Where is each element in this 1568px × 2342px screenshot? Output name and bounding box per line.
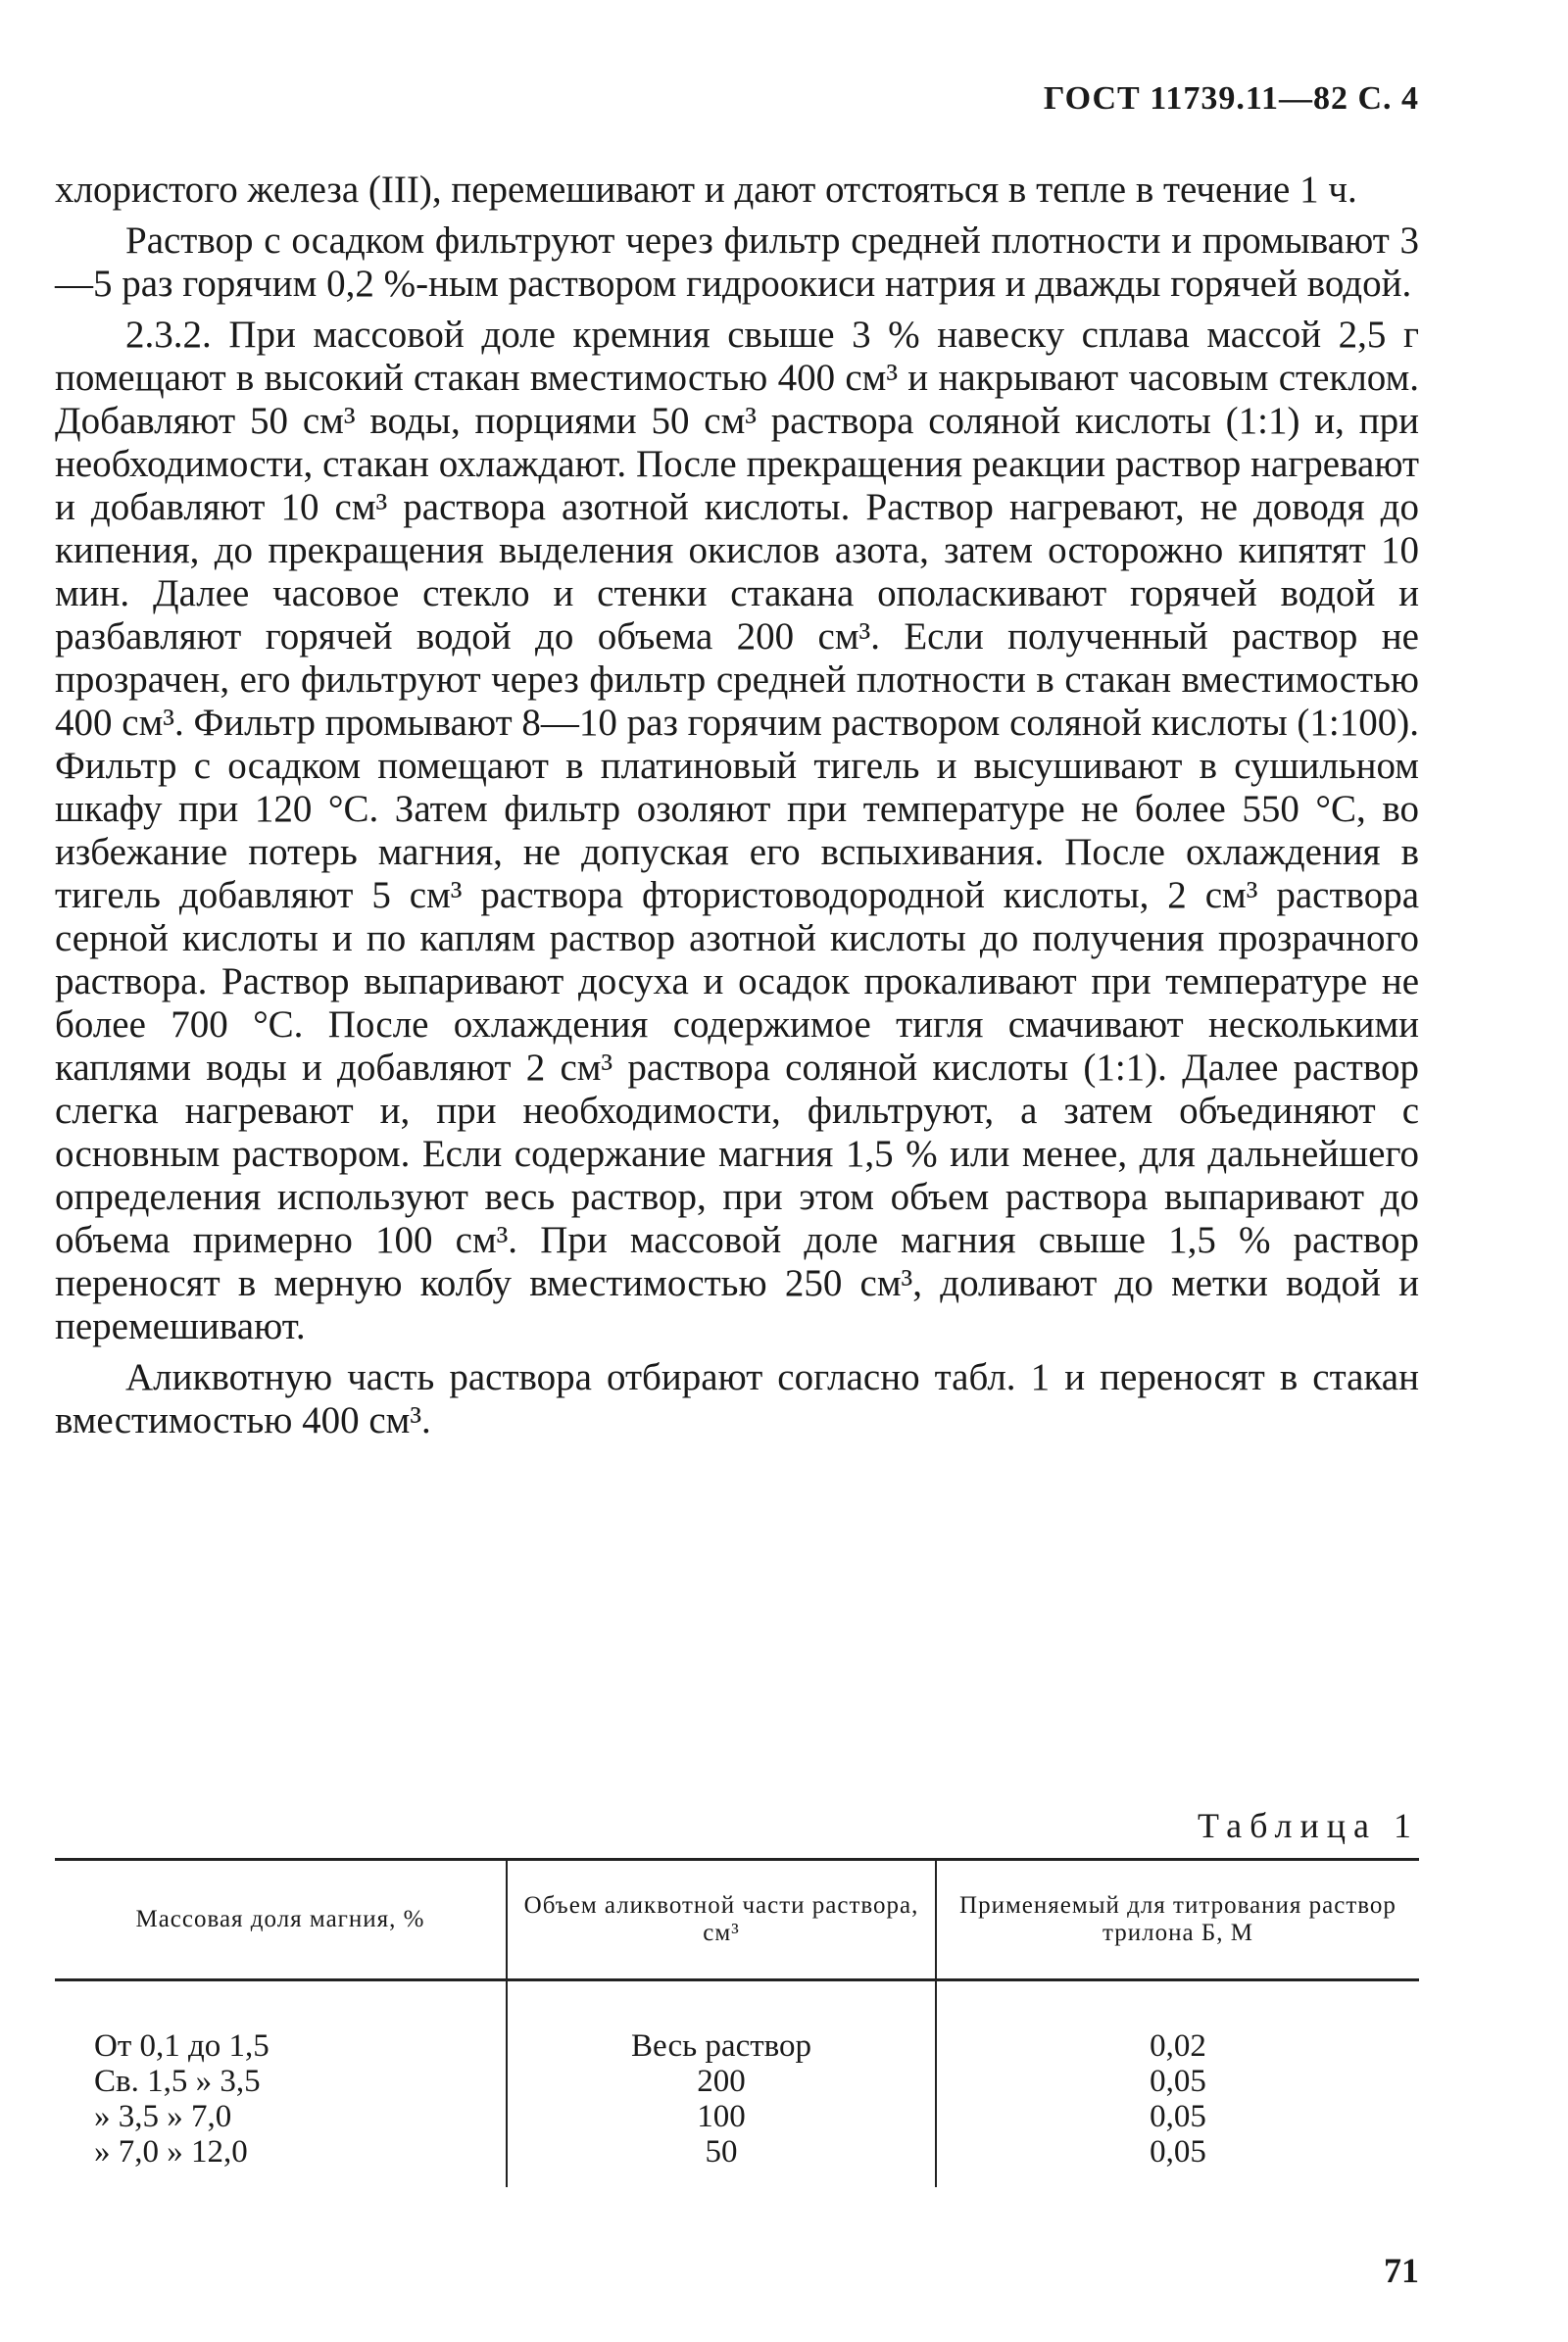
data-table	[55, 1858, 1419, 2187]
paragraph-2: Раствор с осадком фильтруют через фильтр средней плотности и промывают 3—5 раз горячим 0,2 %-ным раствором гидроокиси натрия и дважды горячей водой.	[55, 220, 1419, 305]
column-trilon-solution	[935, 1981, 1419, 2187]
page-number: 71	[1384, 2251, 1419, 2290]
column-aliquot-volume	[506, 1981, 935, 2187]
header-mass-fraction: Массовая доля магния, %	[135, 1906, 425, 1932]
table-cell: 0,02	[1150, 2028, 1206, 2064]
table-cell: 100	[697, 2099, 746, 2134]
page-header: ГОСТ 11739.11—82 С. 4	[1043, 80, 1419, 117]
header-aliquot-volume: Объем аликвотной части раствора, см³	[506, 1861, 935, 1978]
table-cell: » 3,5 » 7,0	[94, 2099, 232, 2134]
header-trilon-solution: Применяемый для титрования раствор трилона Б, М	[935, 1861, 1419, 1978]
paragraph-1: хлористого железа (III), перемешивают и дают отстояться в тепле в течение 1 ч.	[55, 169, 1357, 211]
table-caption: Таблица 1	[1198, 1806, 1419, 1845]
table-body	[55, 1981, 1419, 2187]
table-cell: От 0,1 до 1,5	[94, 2028, 270, 2064]
table-cell: 50	[705, 2134, 738, 2170]
table-cell: » 7,0 » 12,0	[94, 2134, 248, 2170]
table-cell: 0,05	[1150, 2134, 1206, 2170]
paragraph-3: 2.3.2. При массовой доле кремния свыше 3 % навеску сплава массой 2,5 г помещают в высокий стакан вместимостью 400 см³ и накрывают часовым стеклом. Добавляют 50 см³ воды, порциями 50 см³ раствора соляной кислоты (1:1) и, при необходимости, стакан охлаждают. После прекращения реакции раствор нагревают и добавляют 10 см³ раствора азотной кислоты. Раствор нагревают, не доводя до кипения, до прекращения выделения окислов азота, затем осторожно кипятят 10 мин. Далее часовое стекло и стенки стакана ополаскивают горячей водой и разбавляют горячей водой до объема 200 см³. Если полученный раствор не прозрачен, его фильтруют через фильтр средней плотности в стакан вместимостью 400 см³. Фильтр промывают 8—10 раз горячим раствором соляной кислоты (1:100). Фильтр с осадком помещают в платиновый тигель и высушивают в сушильном шкафу при 120 °С. Затем фильтр озоляют при температуре не более 550 °С, во избежание потерь магния, не допуская его вспыхивания. После охлаждения в тигель добавляют 5 см³ раствора фтористоводородной кислоты, 2 см³ раствора серной кислоты и по каплям раствор азотной кислоты до получения прозрачного раствора. Раствор выпаривают досуха и осадок прокаливают при температуре не более 700 °С. После охлаждения содержимое тигля смачивают несколькими каплями воды и добавляют 2 см³ раствора соляной кислоты (1:1). Далее раствор слегка нагревают и, при необходимости, фильтруют, а затем объединяют с основным раствором. Если содержание магния 1,5 % или менее, для дальнейшего определения используют весь раствор, при этом объем раствора выпаривают до объема примерно 100 см³. При массовой доле магния свыше 1,5 % раствор переносят в мерную колбу вместимостью 250 см³, доливают до метки водой и перемешивают.	[55, 314, 1419, 1347]
body-text	[55, 169, 1419, 1442]
paragraph-4: Аликвотную часть раствора отбирают согласно табл. 1 и переносят в стакан вместимостью 400 см³.	[55, 1356, 1419, 1441]
table-cell: Св. 1,5 » 3,5	[94, 2064, 261, 2099]
table-cell: 0,05	[1150, 2064, 1206, 2099]
table-cell: 200	[697, 2064, 746, 2099]
table-cell: 0,05	[1150, 2099, 1206, 2134]
table-header-row	[55, 1861, 1419, 1981]
column-mass-fraction	[55, 1981, 506, 2187]
table-cell: Весь раствор	[631, 2028, 811, 2064]
